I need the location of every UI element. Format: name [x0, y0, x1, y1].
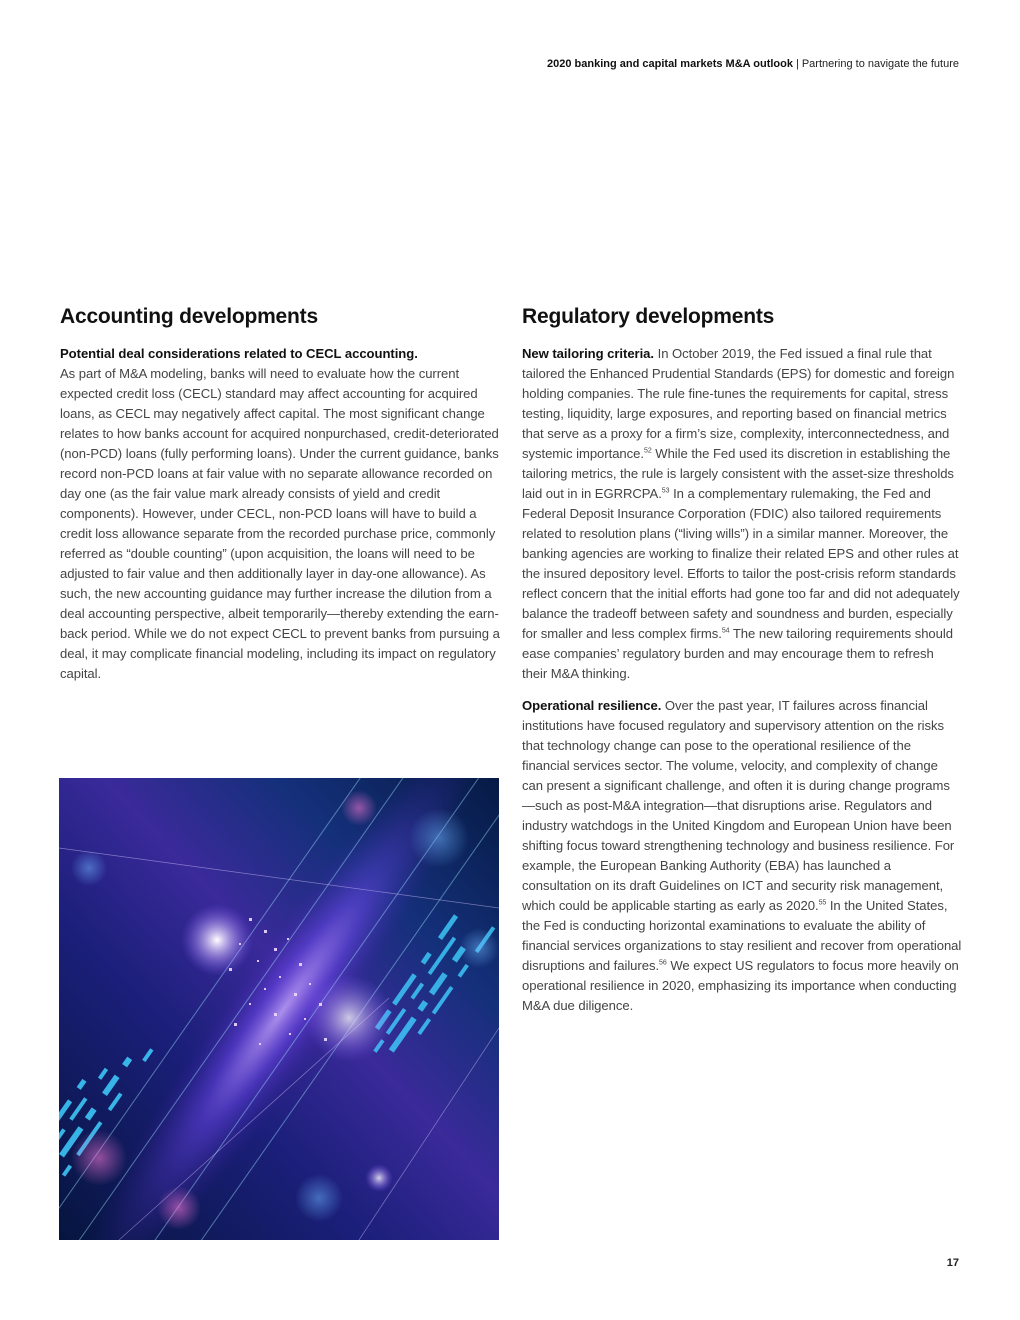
resilience-paragraph [522, 696, 962, 1016]
tailoring-text-2: While the Fed used its discretion in establishing the tailoring metrics, the rule is largely consistent with the asset-size thresholds laid out in in EGRRCPA. [522, 446, 954, 501]
page-number: 17 [946, 1257, 959, 1269]
abstract-data-image [59, 778, 499, 1240]
footnote-52: 52 [643, 447, 652, 455]
accounting-section [60, 304, 500, 696]
document-title: 2020 banking and capital markets M&A outlook [547, 58, 793, 70]
footnote-56: 56 [659, 959, 667, 967]
resilience-lead: Operational resilience. [522, 698, 662, 713]
header-separator: | [795, 58, 799, 70]
cecl-body: As part of M&A modeling, banks will need to evaluate how the current expected credit loss (CECL) standard may affect accounting for acquired loans, as CECL may negatively affect capital. The most significant change relates to how banks account for acquired nonpurchased, credit-deteriorated (non-PCD) loans (fully performing loans). Under the current guidance, banks record non-PCD loans at fair value with no separate allowance recorded on day one (as the fair value mark already consists of yield and credit components). However, under CECL, non-PCD loans will have to build a credit loss allowance separate from the recorded purchase price, commonly referred as “double counting” (upon acquisition, the loans will need to be adjusted to fair value and then additionally layer in day-one allowance). As such, the new accounting guidance may further increase the dilution from a deal accounting perspective, albeit temporarily—thereby extending the earn-back period. While we do not expect CECL to prevent banks from pursuing a deal, it may complicate financial modeling, including its impact on regulatory capital. [60, 366, 500, 681]
tailoring-text-3: In a complementary rulemaking, the Fed and Federal Deposit Insurance Corporation (FDIC) also tailored requirements related to resolution plans (“living wills”) in a similar manner. Moreover, the banking agencies are working to finalize their related EPS and other rules at the insured depository level. Efforts to tailor the post-crisis reform standards reflect concern that the initial efforts had gone too far and did not adequately balance the tradeoff between safety and soundness and burden, especially for smaller and less complex firms. [522, 486, 960, 641]
tailoring-lead: New tailoring criteria. [522, 346, 655, 361]
data-streams-graphic [59, 778, 499, 1240]
resilience-text-2: In the United States, the Fed is conducting horizontal examinations to evaluate the ability of financial services organizations to stay resilient and recover from operational disruptions and failures. [522, 898, 962, 973]
cecl-paragraph [60, 344, 500, 684]
tailoring-text-4: The new tailoring requirements should ease companies’ regulatory burden and may encourage them to refresh their M&A thinking. [522, 626, 953, 681]
resilience-text-1: Over the past year, IT failures across financial institutions have focused regulatory and supervisory attention on the risks that technology change can pose to the operational resilience of the financial services sector. The volume, velocity, and complexity of change can present a significant challenge, and often it is during change programs—such as post-M&A integration—that disruptions arise. Regulators and industry watchdogs in the United Kingdom and European Union have been shifting focus toward strengthening technology and business resilience. For example, the European Banking Authority (EBA) has launched a consultation on its draft Guidelines on ICT and security risk management, which could be applicable starting as early as 2020. [522, 698, 955, 913]
footnote-55: 55 [818, 899, 827, 907]
page-header [547, 58, 959, 70]
resilience-text-3: We expect US regulators to focus more heavily on operational resilience in 2020, emphasizing its importance when conducting M&A due diligence. [522, 958, 959, 1013]
tailoring-text-1: In October 2019, the Fed issued a final rule that tailored the Enhanced Prudential Standards (EPS) for domestic and foreign holding companies. The rule fine-tunes the requirements for capital, stress testing, liquidity, large exposures, and reporting based on financial metrics that serve as a proxy for a firm’s size, complexity, interconnectedness, and systemic importance. [522, 346, 955, 461]
cecl-lead: Potential deal considerations related to CECL accounting. [60, 346, 418, 361]
regulatory-section [522, 304, 962, 1028]
document-subtitle: Partnering to navigate the future [801, 58, 959, 70]
regulatory-heading: Regulatory developments [522, 305, 775, 328]
footnote-54: 54 [721, 627, 730, 635]
accounting-heading: Accounting developments [60, 305, 318, 328]
footnote-53: 53 [661, 487, 670, 495]
tailoring-paragraph [522, 344, 962, 684]
